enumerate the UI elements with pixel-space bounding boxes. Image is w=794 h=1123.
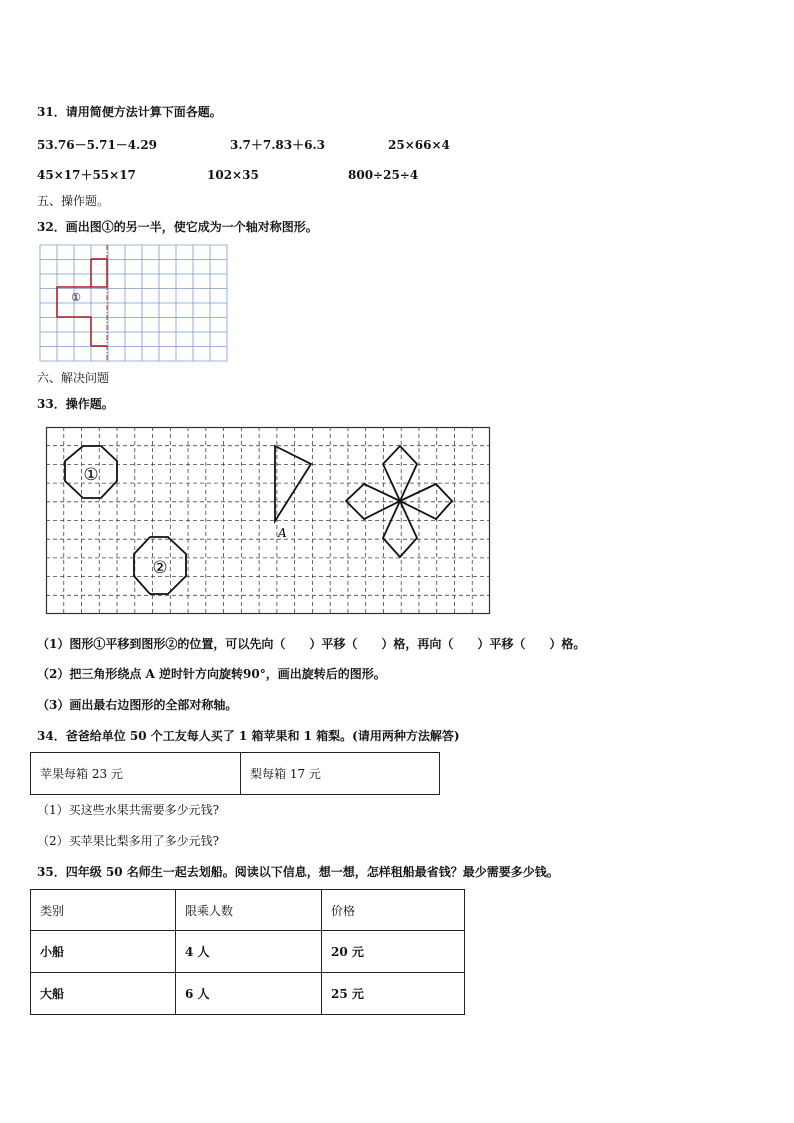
row-small-boat-capacity: 4 人	[176, 931, 322, 973]
header-category: 类别	[31, 890, 176, 931]
row-big-boat-capacity: 6 人	[176, 973, 322, 1015]
row-small-boat-price: 20 元	[322, 931, 465, 973]
octagon-1-label: ①	[83, 465, 99, 485]
calc-6: 800÷25÷4	[348, 168, 419, 182]
calc-2: 3.7＋7.83＋6.3	[230, 138, 325, 152]
q32-title: 32．画出图①的另一半，使它成为一个轴对称图形。	[37, 220, 318, 234]
calc-3: 25×66×4	[388, 138, 450, 152]
row-small-boat-type: 小船	[31, 931, 176, 973]
q33-sub2: （2）把三角形绕点 A 逆时针方向旋转90°，画出旋转后的图形。	[37, 667, 386, 681]
header-price: 价格	[322, 890, 465, 931]
rhombus-bottom	[383, 501, 417, 557]
q31-title: 31．请用简便方法计算下面各题。	[37, 105, 222, 119]
half-figure-outline	[57, 259, 107, 346]
q33-title: 33．操作题。	[37, 397, 114, 411]
triangle	[275, 446, 311, 521]
calc-5: 102×35	[207, 168, 259, 182]
pear-price-cell: 梨每箱 17 元	[241, 753, 440, 795]
q35-title: 35．四年级 50 名师生一起去划船。阅读以下信息，想一想，怎样租船最省钱？最少需要多少钱。	[37, 865, 559, 879]
q32-grid-figure	[40, 245, 228, 361]
section-5-heading: 五、操作题。	[37, 194, 110, 208]
q34-price-table	[30, 752, 440, 795]
header-capacity: 限乘人数	[176, 890, 322, 931]
row-big-boat-price: 25 元	[322, 973, 465, 1015]
point-a-label: A	[278, 526, 287, 540]
table-row	[31, 973, 465, 1015]
figure-1-label: ①	[71, 291, 81, 304]
octagon-2-label: ②	[152, 558, 168, 578]
q34-sub2: （2）买苹果比梨多用了多少元钱?	[37, 834, 220, 848]
calc-4: 45×17＋55×17	[37, 168, 136, 182]
q34-title: 34．爸爸给单位 50 个工友每人买了 1 箱苹果和 1 箱梨。(请用两种方法解答)	[37, 729, 460, 743]
table-row	[31, 931, 465, 973]
q33-grid-figure	[46, 427, 490, 614]
apple-price-cell: 苹果每箱 23 元	[31, 753, 241, 795]
q34-sub1: （1）买这些水果共需要多少元钱?	[37, 803, 220, 817]
row-big-boat-type: 大船	[31, 973, 176, 1015]
table-header-row	[31, 890, 465, 931]
rhombus-top	[383, 446, 417, 501]
q33-sub3: （3）画出最右边图形的全部对称轴。	[37, 698, 238, 712]
q35-boat-table	[30, 889, 465, 1015]
section-6-heading: 六、解决问题	[37, 371, 110, 385]
calc-1: 53.76－5.71－4.29	[37, 138, 158, 152]
q33-sub1: （1）图形①平移到图形②的位置，可以先向（ ）平移（ ）格，再向（ ）平移（ ）格。	[37, 637, 586, 651]
